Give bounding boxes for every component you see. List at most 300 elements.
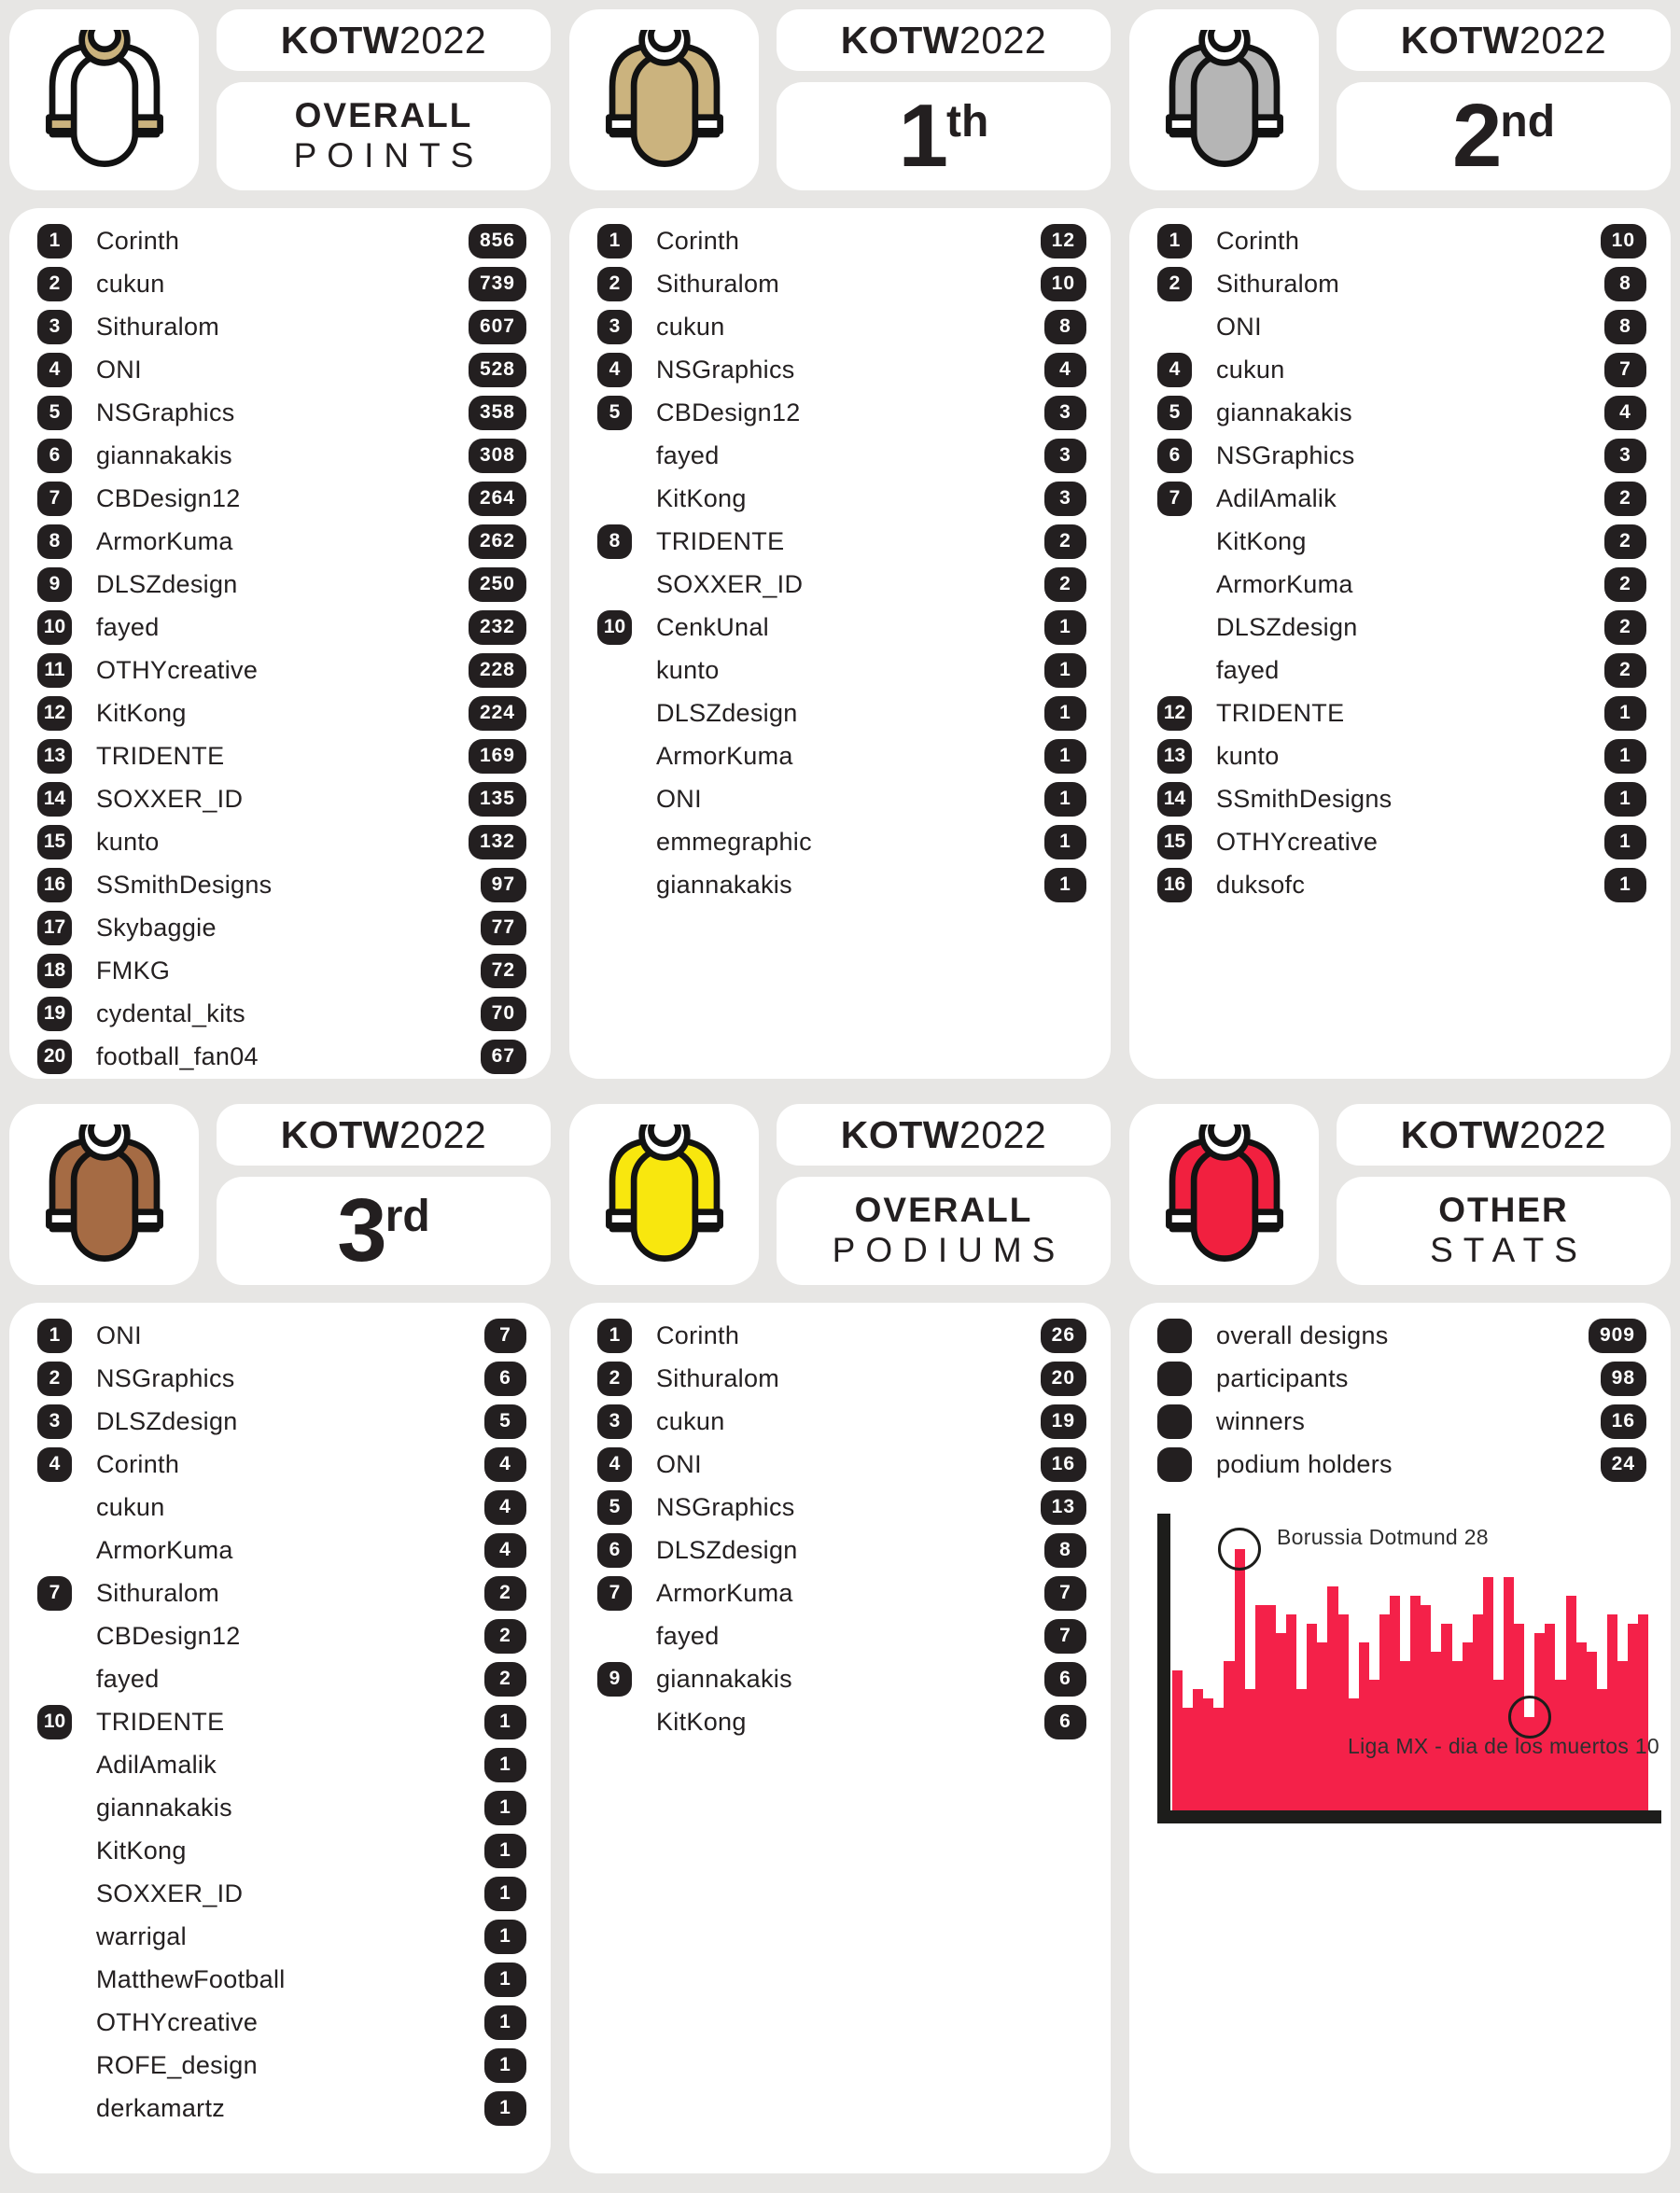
designer-name: cukun xyxy=(96,1492,165,1521)
kotw-badge xyxy=(217,1104,551,1166)
ordinal-suffix: nd xyxy=(1500,96,1556,147)
bar xyxy=(1245,1689,1255,1810)
designer-name: cukun xyxy=(96,269,165,298)
points-badge: 228 xyxy=(469,653,526,688)
bar xyxy=(1379,1614,1390,1810)
jersey-card-silver xyxy=(1129,9,1319,190)
bar xyxy=(1266,1605,1276,1810)
designer-name: TRIDENTE xyxy=(96,1707,225,1736)
wins-badge: 7 xyxy=(1604,353,1646,387)
list-item xyxy=(597,777,1086,820)
annotation-label: Liga MX - dia de los muertos 10 xyxy=(1348,1734,1660,1758)
third-place-list xyxy=(9,1303,551,2173)
red-jersey-icon xyxy=(1156,1124,1293,1265)
panel-title-second-place xyxy=(1337,82,1671,190)
bar xyxy=(1213,1708,1224,1810)
ordinal-suffix: rd xyxy=(385,1191,430,1241)
rank-badge: 3 xyxy=(37,1404,72,1439)
designer-name: NSGraphics xyxy=(656,355,795,384)
designer-name: TRIDENTE xyxy=(656,526,785,555)
wins-badge: 1 xyxy=(484,1834,526,1868)
points-badge: 224 xyxy=(469,696,526,731)
bar xyxy=(1172,1670,1183,1810)
designer-name: OTHYcreative xyxy=(1216,827,1379,856)
points-badge: 70 xyxy=(481,997,526,1031)
list-item xyxy=(1157,305,1646,348)
kotw-label: KOTW xyxy=(1400,18,1520,62)
rank-badge: 4 xyxy=(37,353,72,387)
points-badge: 607 xyxy=(469,310,526,344)
rank-badge: 4 xyxy=(37,1447,72,1482)
list-item xyxy=(37,1035,526,1078)
kotw-year: 2022 xyxy=(959,18,1047,62)
rank-badge: 10 xyxy=(37,1705,72,1739)
wins-badge: 1 xyxy=(484,2048,526,2083)
rank-badge: 13 xyxy=(1157,739,1192,774)
bar xyxy=(1431,1652,1441,1810)
kotw-badge xyxy=(217,9,551,71)
designer-name: NSGraphics xyxy=(656,1492,795,1521)
designer-name: KitKong xyxy=(96,1836,187,1865)
panel-overall-points-header xyxy=(9,9,551,190)
rank-badge: 6 xyxy=(37,439,72,473)
points-badge: 72 xyxy=(481,954,526,988)
designer-name: DLSZdesign xyxy=(96,1406,238,1435)
points-badge: 528 xyxy=(469,353,526,387)
bar xyxy=(1327,1586,1337,1810)
rank-badge: 9 xyxy=(37,567,72,602)
designer-name: ONI xyxy=(96,1320,142,1349)
wins-badge: 1 xyxy=(484,1963,526,1997)
designer-name: ArmorKuma xyxy=(96,526,233,555)
points-badge: 308 xyxy=(469,439,526,473)
panel-grid xyxy=(9,9,1671,2173)
podiums-badge: 20 xyxy=(1041,1362,1086,1396)
bar xyxy=(1193,1689,1203,1810)
bar xyxy=(1224,1661,1234,1810)
list-item xyxy=(37,1829,526,1872)
designer-name: TRIDENTE xyxy=(96,741,225,770)
podiums-badge: 13 xyxy=(1041,1490,1086,1525)
panel-first-place xyxy=(569,9,1111,1079)
stat-badge xyxy=(1157,1447,1192,1482)
list-item xyxy=(37,2087,526,2130)
rank-badge: 11 xyxy=(37,653,72,688)
stat-name: participants xyxy=(1216,1363,1349,1392)
designer-name: MatthewFootball xyxy=(96,1964,286,1993)
other-stats-list xyxy=(1157,1314,1646,1486)
wins-badge: 1 xyxy=(484,1877,526,1911)
bar xyxy=(1421,1605,1431,1810)
kotw-badge xyxy=(1337,1104,1671,1166)
rank-badge: 14 xyxy=(37,782,72,817)
wins-badge: 7 xyxy=(484,1319,526,1353)
wins-badge: 4 xyxy=(1604,396,1646,430)
designer-name: giannakakis xyxy=(656,1664,792,1693)
rank-badge: 8 xyxy=(597,524,632,559)
gold-jersey-icon xyxy=(596,30,733,171)
bar xyxy=(1183,1708,1193,1810)
designer-name: Sithuralom xyxy=(656,269,780,298)
designer-name: TRIDENTE xyxy=(1216,698,1345,727)
stat-value-badge: 98 xyxy=(1601,1362,1646,1396)
other-stats-card xyxy=(1129,1303,1671,2173)
wins-badge: 2 xyxy=(1604,610,1646,645)
designer-name: cukun xyxy=(1216,355,1285,384)
designer-name: Corinth xyxy=(656,226,740,255)
chart-bars xyxy=(1172,1525,1660,1810)
rank-badge: 5 xyxy=(37,396,72,430)
panel-title-line1: OVERALL xyxy=(854,1191,1033,1230)
panel-overall-podiums-header xyxy=(569,1104,1111,1285)
designer-name: CBDesign12 xyxy=(96,1621,241,1650)
bar xyxy=(1587,1652,1597,1810)
list-item xyxy=(1157,606,1646,649)
list-item xyxy=(37,520,526,563)
list-item xyxy=(37,2044,526,2087)
list-item xyxy=(1157,820,1646,863)
wins-badge: 1 xyxy=(1044,610,1086,645)
rank-badge: 2 xyxy=(37,1362,72,1396)
list-item xyxy=(37,1915,526,1958)
bar xyxy=(1235,1549,1245,1810)
designer-name: kunto xyxy=(96,827,160,856)
list-item xyxy=(1157,434,1646,477)
list-item xyxy=(37,949,526,992)
points-badge: 77 xyxy=(481,911,526,945)
wins-badge: 1 xyxy=(1044,739,1086,774)
bronze-jersey-icon xyxy=(36,1124,173,1265)
points-badge: 358 xyxy=(469,396,526,430)
designer-name: fayed xyxy=(96,612,160,641)
list-item xyxy=(597,734,1086,777)
designer-name: ArmorKuma xyxy=(1216,569,1353,598)
list-item xyxy=(37,606,526,649)
list-item xyxy=(37,1314,526,1357)
list-item xyxy=(37,1743,526,1786)
bar xyxy=(1286,1614,1296,1810)
wins-badge: 10 xyxy=(1041,267,1086,301)
bar xyxy=(1566,1596,1576,1810)
designer-name: CenkUnal xyxy=(656,612,769,641)
panel-title-first-place xyxy=(777,82,1111,190)
designer-name: Sithuralom xyxy=(656,1363,780,1392)
annotation-label: Borussia Dotmund 28 xyxy=(1277,1525,1489,1549)
points-badge: 232 xyxy=(469,610,526,645)
panel-second-place xyxy=(1129,9,1671,1079)
first-place-list xyxy=(569,208,1111,1079)
list-item xyxy=(1157,262,1646,305)
yellow-jersey-icon xyxy=(596,1124,733,1265)
kotw-label: KOTW xyxy=(280,18,400,62)
wins-badge: 8 xyxy=(1044,310,1086,344)
list-item xyxy=(37,1872,526,1915)
rank-badge: 7 xyxy=(1157,482,1192,516)
list-item xyxy=(1157,348,1646,391)
rank-badge: 16 xyxy=(1157,868,1192,902)
bar xyxy=(1483,1577,1493,1810)
kotw-year: 2022 xyxy=(399,18,487,62)
jersey-card-white xyxy=(9,9,199,190)
kotw-label: KOTW xyxy=(840,18,960,62)
designer-name: cukun xyxy=(656,1406,725,1435)
list-item xyxy=(597,1443,1086,1486)
wins-badge: 1 xyxy=(1604,868,1646,902)
wins-badge: 1 xyxy=(1604,739,1646,774)
wins-badge: 2 xyxy=(1604,524,1646,559)
points-badge: 856 xyxy=(469,224,526,258)
rank-badge: 1 xyxy=(37,224,72,258)
rank-badge: 5 xyxy=(597,1490,632,1525)
rank-badge: 10 xyxy=(37,610,72,645)
designer-name: cukun xyxy=(656,312,725,341)
list-item xyxy=(1157,777,1646,820)
panel-second-place-header xyxy=(1129,9,1671,190)
rank-badge: 2 xyxy=(597,267,632,301)
stat-name: winners xyxy=(1216,1406,1306,1435)
list-item xyxy=(37,992,526,1035)
rank-badge: 8 xyxy=(37,524,72,559)
list-item xyxy=(597,1400,1086,1443)
bar xyxy=(1338,1614,1349,1810)
wins-badge: 2 xyxy=(1604,653,1646,688)
designer-name: ROFE_design xyxy=(96,2050,258,2079)
list-item xyxy=(597,1486,1086,1529)
kotw-label: KOTW xyxy=(1400,1112,1520,1156)
list-item xyxy=(597,1700,1086,1743)
designer-name: emmegraphic xyxy=(656,827,812,856)
podiums-badge: 7 xyxy=(1044,1619,1086,1654)
second-place-list xyxy=(1129,208,1671,1079)
list-item xyxy=(37,1400,526,1443)
wins-badge: 2 xyxy=(1604,482,1646,516)
bar xyxy=(1296,1689,1307,1810)
rank-badge: 16 xyxy=(37,868,72,902)
panel-title-overall-podiums xyxy=(777,1177,1111,1285)
bar xyxy=(1473,1614,1483,1810)
chart-x-axis xyxy=(1157,1810,1661,1823)
list-item xyxy=(37,1486,526,1529)
designer-name: ONI xyxy=(656,784,702,813)
wins-badge: 2 xyxy=(484,1662,526,1697)
panel-overall-points xyxy=(9,9,551,1079)
rank-badge: 6 xyxy=(597,1533,632,1568)
points-badge: 264 xyxy=(469,482,526,516)
wins-badge: 1 xyxy=(484,1705,526,1739)
rank-badge: 10 xyxy=(597,610,632,645)
list-item xyxy=(597,820,1086,863)
list-item xyxy=(37,1614,526,1657)
kotw-year: 2022 xyxy=(1519,18,1607,62)
points-badge: 97 xyxy=(481,868,526,902)
stat-value-badge: 24 xyxy=(1601,1447,1646,1482)
list-item xyxy=(597,477,1086,520)
stat-name: podium holders xyxy=(1216,1449,1393,1478)
list-item xyxy=(37,863,526,906)
designer-name: SSmithDesigns xyxy=(96,870,273,899)
annotation-circle xyxy=(1218,1528,1261,1571)
ordinal-number: 3 xyxy=(337,1180,385,1280)
kotw-badge xyxy=(1337,9,1671,71)
designer-name: Sithuralom xyxy=(96,1578,220,1607)
list-item xyxy=(1157,734,1646,777)
designer-name: giannakakis xyxy=(96,440,232,469)
wins-badge: 3 xyxy=(1604,439,1646,473)
kotw-badge xyxy=(777,9,1111,71)
white-jersey-icon xyxy=(36,30,173,171)
bar xyxy=(1504,1577,1514,1810)
podiums-badge: 6 xyxy=(1044,1662,1086,1697)
stat-name: overall designs xyxy=(1216,1320,1389,1349)
kotw-label: KOTW xyxy=(840,1112,960,1156)
bar xyxy=(1638,1614,1648,1810)
bar xyxy=(1410,1596,1421,1810)
designer-name: KitKong xyxy=(1216,526,1307,555)
rank-badge: 3 xyxy=(597,1404,632,1439)
list-item xyxy=(597,863,1086,906)
podiums-badge: 26 xyxy=(1041,1319,1086,1353)
designer-name: OTHYcreative xyxy=(96,2007,259,2036)
designer-name: fayed xyxy=(656,1621,720,1650)
designer-name: FMKG xyxy=(96,956,171,985)
wins-badge: 2 xyxy=(1604,567,1646,602)
bar xyxy=(1607,1614,1617,1810)
rank-badge: 5 xyxy=(1157,396,1192,430)
list-item xyxy=(37,262,526,305)
designer-name: DLSZdesign xyxy=(656,1535,798,1564)
overall-podiums-list xyxy=(569,1303,1111,2173)
list-item xyxy=(597,305,1086,348)
designer-name: fayed xyxy=(96,1664,160,1693)
designer-name: giannakakis xyxy=(1216,398,1352,426)
designer-name: NSGraphics xyxy=(96,398,235,426)
rank-badge: 4 xyxy=(1157,353,1192,387)
podiums-badge: 16 xyxy=(1041,1447,1086,1482)
list-item xyxy=(597,563,1086,606)
stat-value-badge: 16 xyxy=(1601,1404,1646,1439)
rank-badge: 1 xyxy=(597,1319,632,1353)
designer-name: SOXXER_ID xyxy=(656,569,804,598)
kotw-year: 2022 xyxy=(1519,1112,1607,1156)
wins-badge: 1 xyxy=(484,1791,526,1825)
designer-name: ArmorKuma xyxy=(656,741,793,770)
list-item xyxy=(37,219,526,262)
list-item xyxy=(1157,219,1646,262)
bar xyxy=(1576,1642,1587,1810)
designer-name: DLSZdesign xyxy=(656,698,798,727)
list-item xyxy=(37,305,526,348)
list-item xyxy=(597,262,1086,305)
designer-name: KitKong xyxy=(96,698,187,727)
designs-bar-chart xyxy=(1157,1514,1661,1823)
rank-badge: 2 xyxy=(37,267,72,301)
jersey-card-gold xyxy=(569,9,759,190)
stat-badge xyxy=(1157,1404,1192,1439)
designer-name: football_fan04 xyxy=(96,1041,259,1070)
podiums-badge: 19 xyxy=(1041,1404,1086,1439)
points-badge: 67 xyxy=(481,1040,526,1074)
wins-badge: 1 xyxy=(484,1748,526,1782)
wins-badge: 1 xyxy=(484,2005,526,2040)
points-badge: 739 xyxy=(469,267,526,301)
designer-name: Skybaggie xyxy=(96,913,217,942)
list-item xyxy=(37,820,526,863)
list-item xyxy=(1157,391,1646,434)
list-item xyxy=(597,348,1086,391)
wins-badge: 4 xyxy=(484,1447,526,1482)
wins-badge: 5 xyxy=(484,1404,526,1439)
ordinal-number: 1 xyxy=(898,85,947,186)
rank-badge: 4 xyxy=(597,1447,632,1482)
rank-badge: 2 xyxy=(1157,267,1192,301)
designer-name: SOXXER_ID xyxy=(96,1879,244,1907)
list-item xyxy=(597,520,1086,563)
rank-badge: 2 xyxy=(597,1362,632,1396)
designer-name: OTHYcreative xyxy=(96,655,259,684)
designer-name: CBDesign12 xyxy=(656,398,801,426)
designer-name: CBDesign12 xyxy=(96,483,241,512)
designer-name: Sithuralom xyxy=(96,312,220,341)
jersey-card-yellow xyxy=(569,1104,759,1285)
podiums-badge: 7 xyxy=(1044,1576,1086,1611)
panel-title-line2: STATS xyxy=(1430,1231,1588,1269)
bar xyxy=(1628,1624,1638,1810)
panel-title-other-stats xyxy=(1337,1177,1671,1285)
list-item xyxy=(597,1614,1086,1657)
designer-name: duksofc xyxy=(1216,870,1306,899)
bar xyxy=(1463,1642,1473,1810)
list-item xyxy=(37,391,526,434)
wins-badge: 1 xyxy=(1604,696,1646,731)
bar xyxy=(1255,1605,1266,1810)
wins-badge: 8 xyxy=(1604,267,1646,301)
list-item xyxy=(37,1958,526,2001)
list-item xyxy=(37,649,526,691)
rank-badge: 1 xyxy=(1157,224,1192,258)
overall-points-list xyxy=(9,208,551,1079)
jersey-card-bronze xyxy=(9,1104,199,1285)
designer-name: warrigal xyxy=(96,1921,187,1950)
rank-badge: 1 xyxy=(37,1319,72,1353)
wins-badge: 1 xyxy=(1044,868,1086,902)
rank-badge: 20 xyxy=(37,1040,72,1074)
kotw-badge xyxy=(777,1104,1111,1166)
rank-badge: 7 xyxy=(597,1576,632,1611)
rank-badge: 7 xyxy=(37,482,72,516)
panel-other-stats-header xyxy=(1129,1104,1671,1285)
designer-name: Sithuralom xyxy=(1216,269,1340,298)
list-item xyxy=(1157,563,1646,606)
points-badge: 135 xyxy=(469,782,526,817)
wins-badge: 10 xyxy=(1601,224,1646,258)
rank-badge: 17 xyxy=(37,911,72,945)
panel-title-line2: PODIUMS xyxy=(832,1231,1066,1269)
wins-badge: 4 xyxy=(1044,353,1086,387)
ordinal-suffix: th xyxy=(946,96,989,147)
designer-name: giannakakis xyxy=(656,870,792,899)
designer-name: DLSZdesign xyxy=(1216,612,1358,641)
list-item xyxy=(1157,477,1646,520)
panel-title-line1: OVERALL xyxy=(294,96,473,135)
jersey-card-red xyxy=(1129,1104,1319,1285)
rank-badge: 18 xyxy=(37,954,72,988)
wins-badge: 6 xyxy=(484,1362,526,1396)
rank-badge: 15 xyxy=(1157,825,1192,859)
annotation-circle xyxy=(1508,1696,1551,1739)
kotw-label: KOTW xyxy=(280,1112,400,1156)
wins-badge: 2 xyxy=(484,1619,526,1654)
bar xyxy=(1359,1642,1369,1810)
